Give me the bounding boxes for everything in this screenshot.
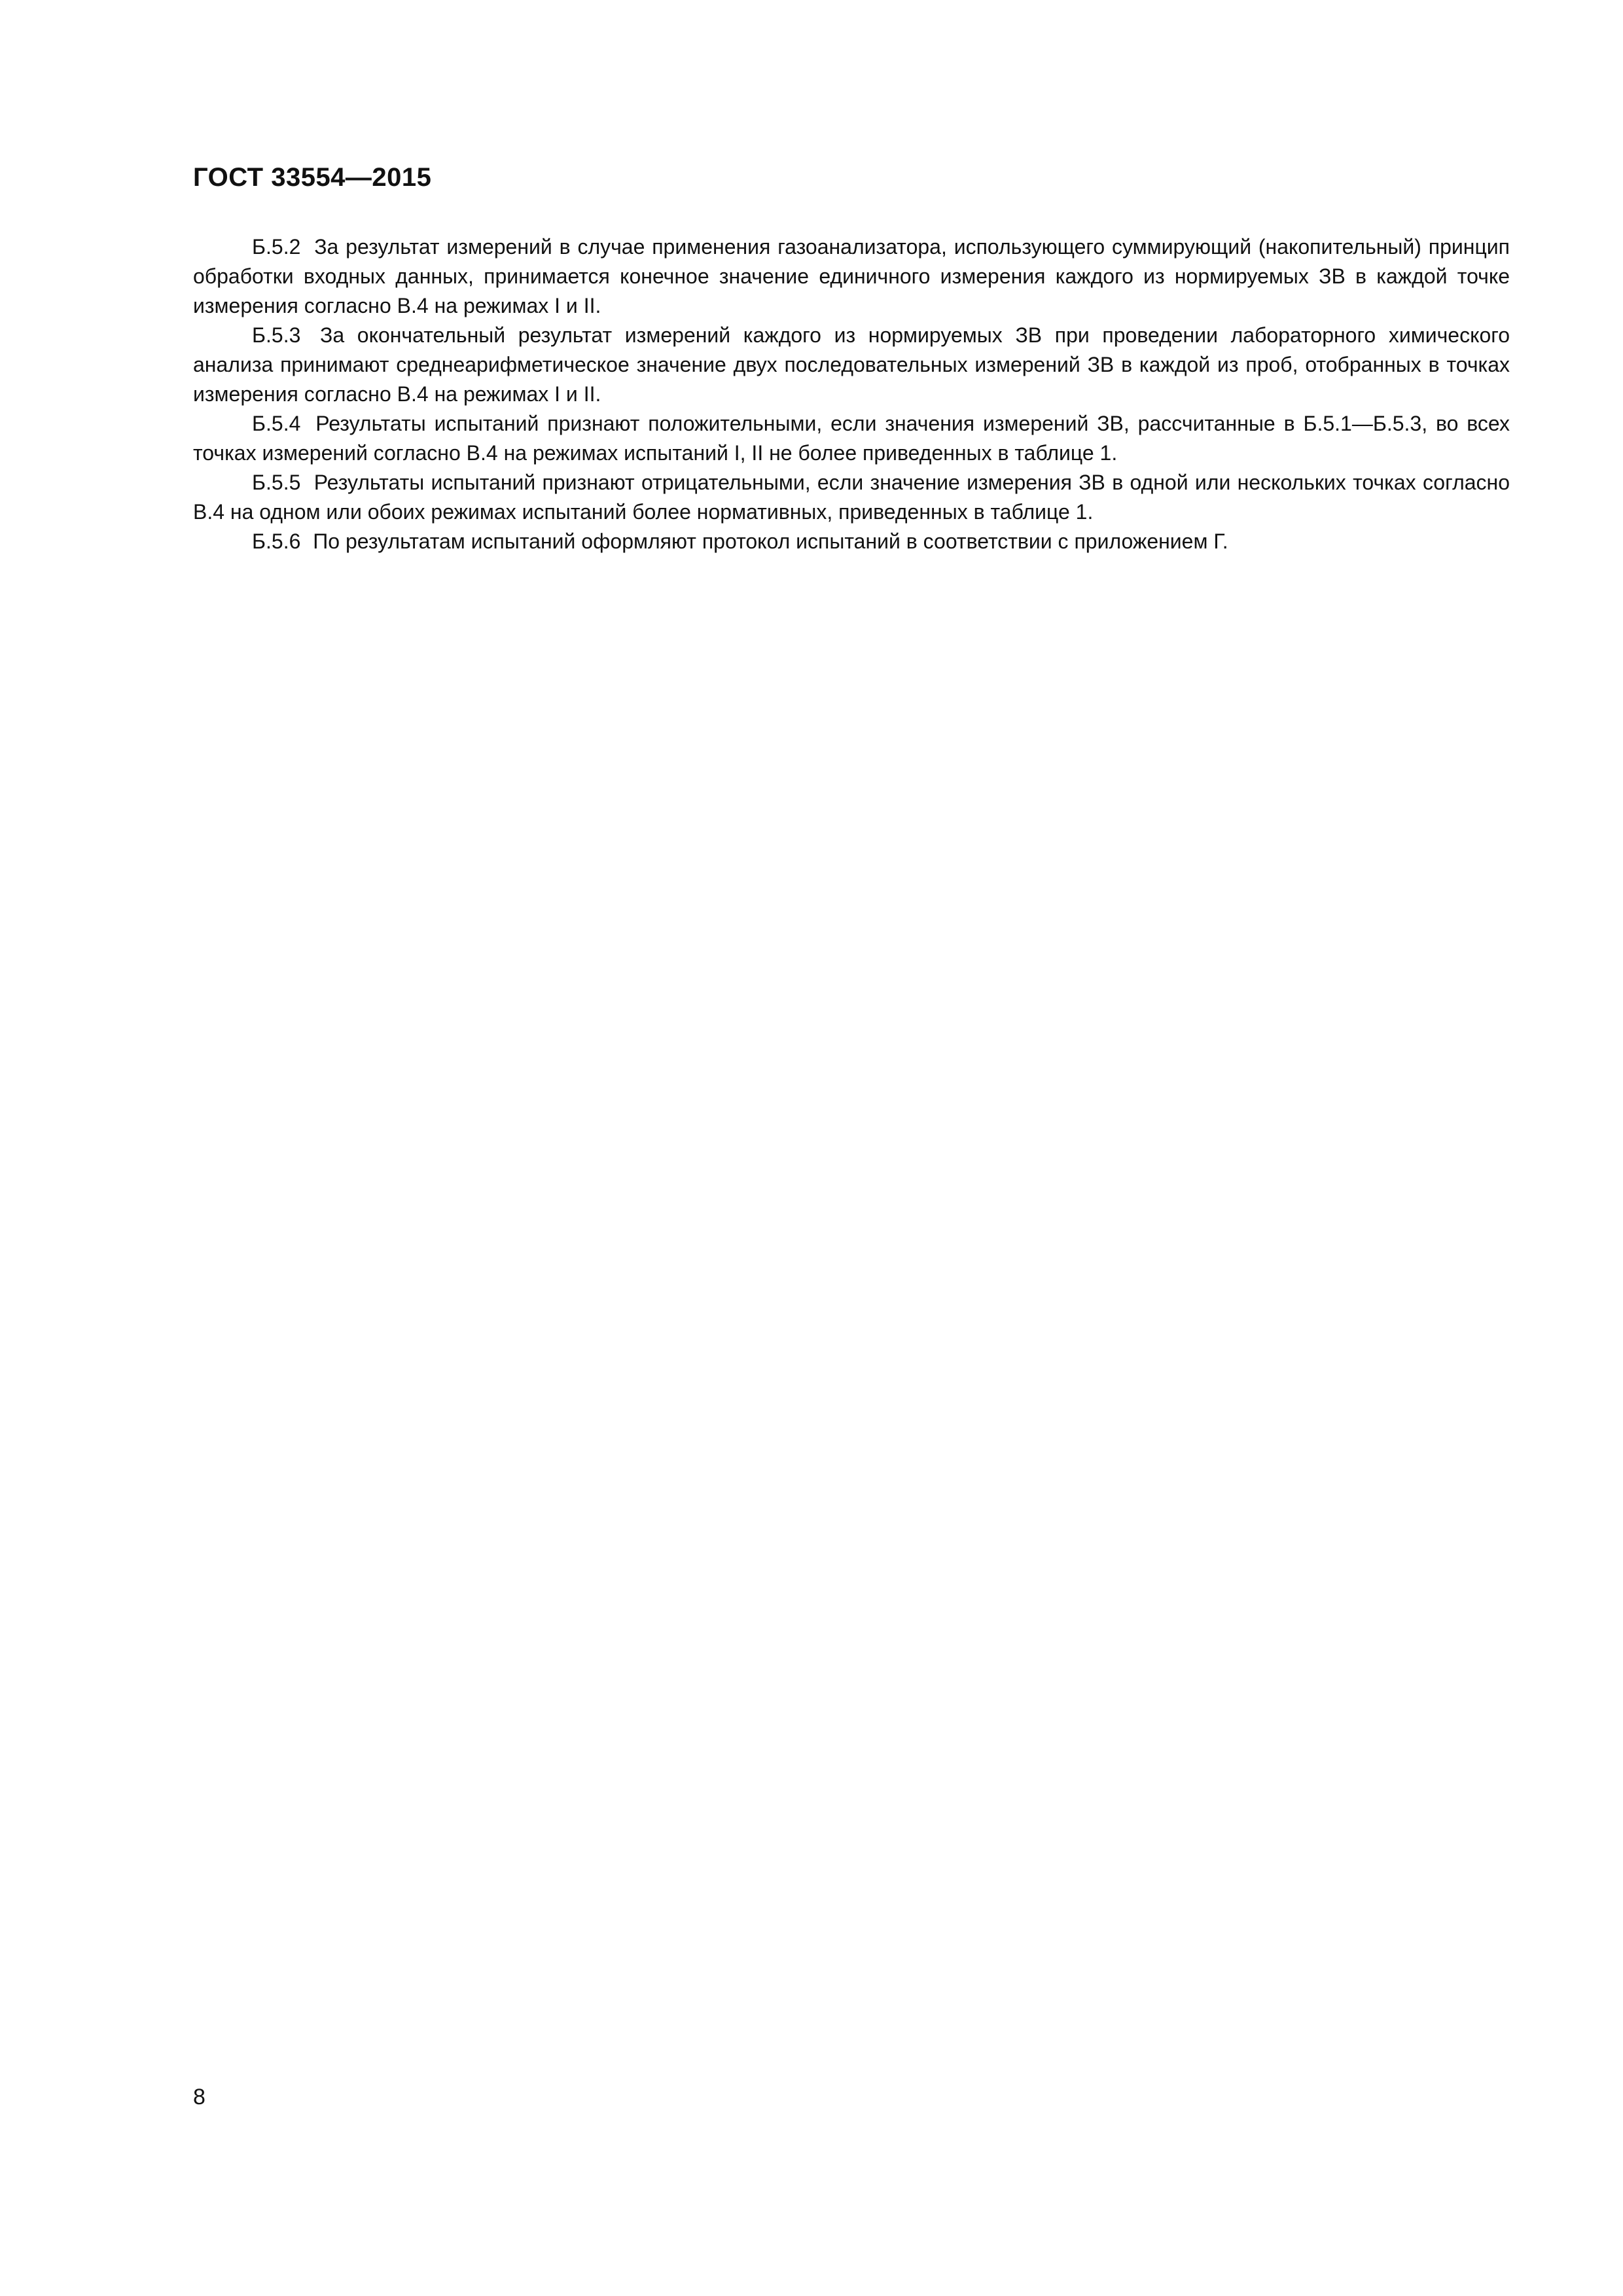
paragraph-text: По результатам испытаний оформляют протокол испытаний в соответствии с приложением Г. (313, 529, 1228, 553)
paragraph-b-5-3 (193, 321, 1510, 409)
page-number: 8 (193, 2085, 205, 2109)
paragraph-number: Б.5.3 (252, 323, 301, 347)
paragraph-b-5-6 (193, 527, 1510, 556)
paragraph-text: Результаты испытаний признают отрицательными, если значение измерения ЗВ в одной или нескольких точках согласно В.4 на одном или обоих режимах испытаний более нормативных, приведенных в таблице 1. (193, 471, 1510, 524)
document-standard-id: ГОСТ 33554—2015 (193, 163, 432, 192)
paragraph-number: Б.5.5 (252, 471, 301, 494)
paragraph-text: За окончательный результат измерений каждого из нормируемых ЗВ при проведении лабораторного химического анализа принимают среднеарифметическое значение двух последовательных измерений ЗВ в каждой из проб, отобранных в точках измерения согласно В.4 на режимах I и II. (193, 323, 1510, 406)
paragraph-text: За результат измерений в случае применения газоанализатора, использующего суммирующий (накопительный) принцип обработки входных данных, принимается конечное значение единичного измерения каждого из нормируемых ЗВ в каждой точке измерения согласно В.4 на режимах I и II. (193, 235, 1510, 317)
paragraph-text: Результаты испытаний признают положительными, если значения измерений ЗВ, рассчитанные в Б.5.1—Б.5.3, во всех точках измерений согласно В.4 на режимах испытаний I, II не более приведенных в таблице 1. (193, 412, 1510, 465)
paragraph-number: Б.5.6 (252, 529, 301, 553)
paragraph-b-5-4 (193, 409, 1510, 468)
paragraph-number: Б.5.2 (252, 235, 301, 259)
document-body (193, 232, 1510, 556)
paragraph-b-5-5 (193, 468, 1510, 527)
paragraph-b-5-2 (193, 232, 1510, 321)
paragraph-number: Б.5.4 (252, 412, 301, 435)
